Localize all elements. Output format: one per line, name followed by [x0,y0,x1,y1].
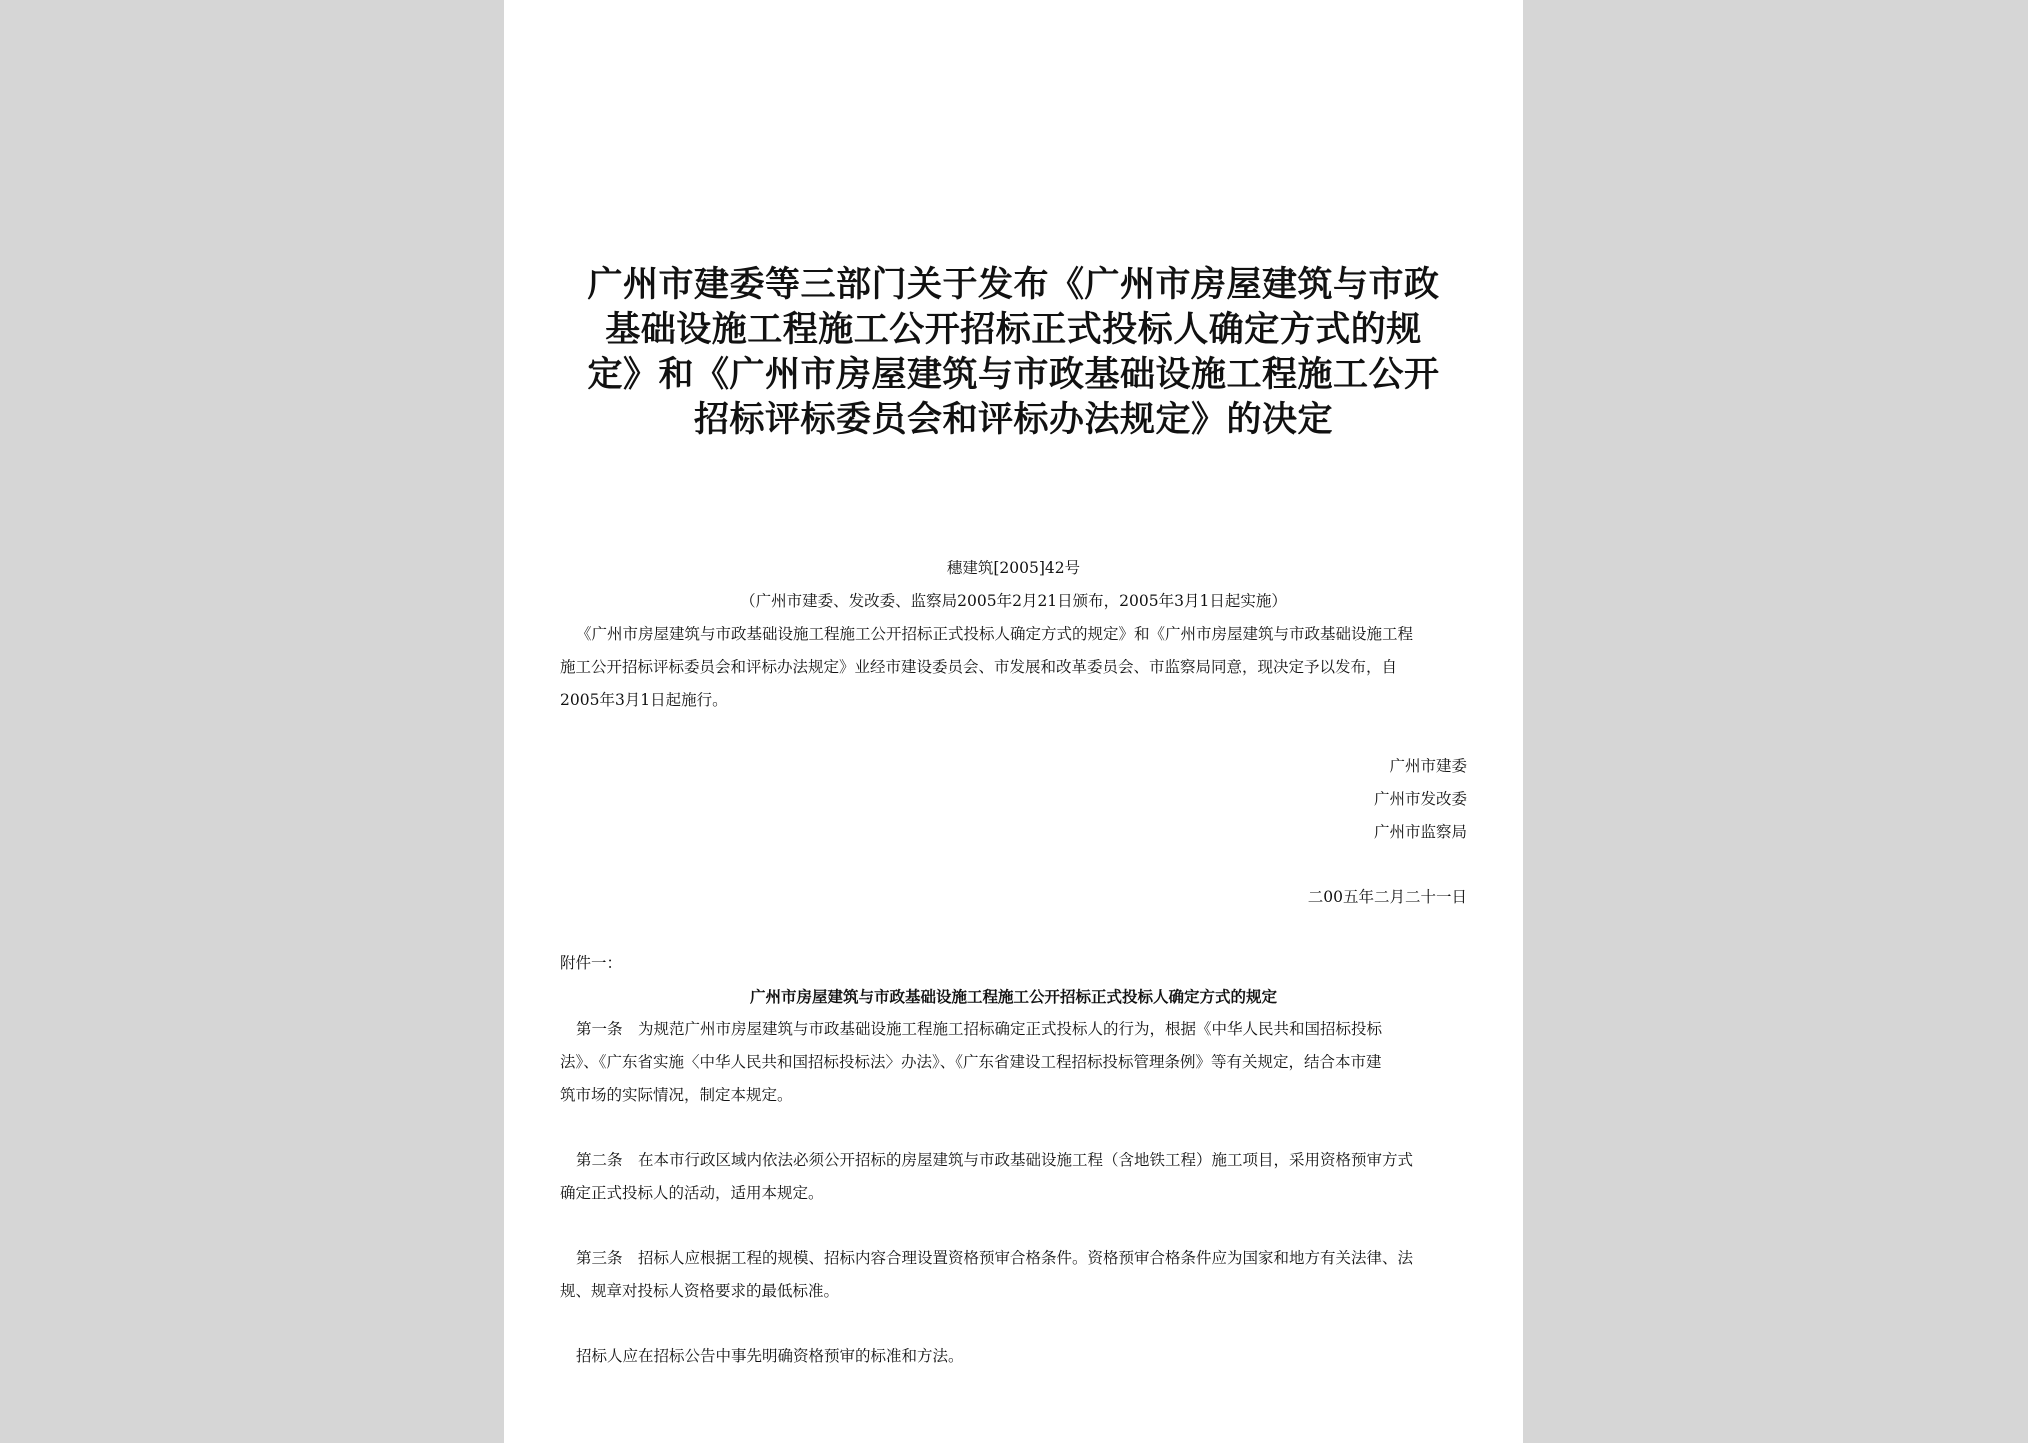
intro-line: 《广州市房屋建筑与市政基础设施工程施工公开招标正式投标人确定方式的规定》和《广州市房屋建筑与市政基础设施工程 [576,625,1414,643]
article-3 [560,1242,1467,1308]
article-line: 规、规章对投标人资格要求的最低标准。 [560,1282,840,1300]
intro-line: 施工公开招标评标委员会和评标办法规定》业经市建设委员会、市发展和改革委员会、市监察局同意，现决定予以发布，自 [560,658,1398,676]
signatory: 广州市建委 [1389,757,1467,775]
title-line: 招标评标委员会和评标办法规定》的决定 [693,399,1333,440]
document-number: 穗建筑[2005]42号 [946,559,1081,577]
document-date: 二00五年二月二十一日 [1307,888,1467,906]
article-2 [560,1144,1467,1210]
document-page [504,0,1523,1443]
signatory: 广州市发改委 [1373,790,1467,808]
article-line: 招标人应在招标公告中事先明确资格预审的标准和方法。 [576,1347,964,1365]
article-1 [560,1013,1467,1112]
intro-line: 2005年3月1日起施行。 [560,691,728,709]
title-line: 基础设施工程施工公开招标正式投标人确定方式的规 [605,309,1422,350]
article-line: 确定正式投标人的活动，适用本规定。 [560,1184,824,1202]
article-line: 法》、《广东省实施〈中华人民共和国招标投标法〉办法》、《广东省建设工程招标投标管理条例》等有关规定，结合本市建 [560,1053,1382,1071]
title-line: 广州市建委等三部门关于发布《广州市房屋建筑与市政 [587,264,1440,305]
title-line: 定》和《广州市房屋建筑与市政基础设施工程施工公开 [587,354,1440,395]
document-title [560,262,1467,442]
intro-paragraph [560,618,1467,717]
issue-info: （广州市建委、发改委、监察局2005年2月21日颁布，2005年3月1日起实施） [740,592,1287,610]
article-line: 第二条 在本市行政区域内依法必须公开招标的房屋建筑与市政基础设施工程（含地铁工程）施工项目，采用资格预审方式 [576,1151,1414,1169]
signatory: 广州市监察局 [1373,823,1467,841]
article-3-note [560,1340,1467,1373]
article-line: 第一条 为规范广州市房屋建筑与市政基础设施工程施工招标确定正式投标人的行为，根据《中华人民共和国招标投标 [576,1020,1383,1038]
attachment-label: 附件一： [560,954,623,972]
attachment-title: 广州市房屋建筑与市政基础设施工程施工公开招标正式投标人确定方式的规定 [749,987,1277,1006]
article-line: 第三条 招标人应根据工程的规模、招标内容合理设置资格预审合格条件。资格预审合格条件应为国家和地方有关法律、法 [576,1249,1414,1267]
article-line: 筑市场的实际情况，制定本规定。 [560,1086,793,1104]
